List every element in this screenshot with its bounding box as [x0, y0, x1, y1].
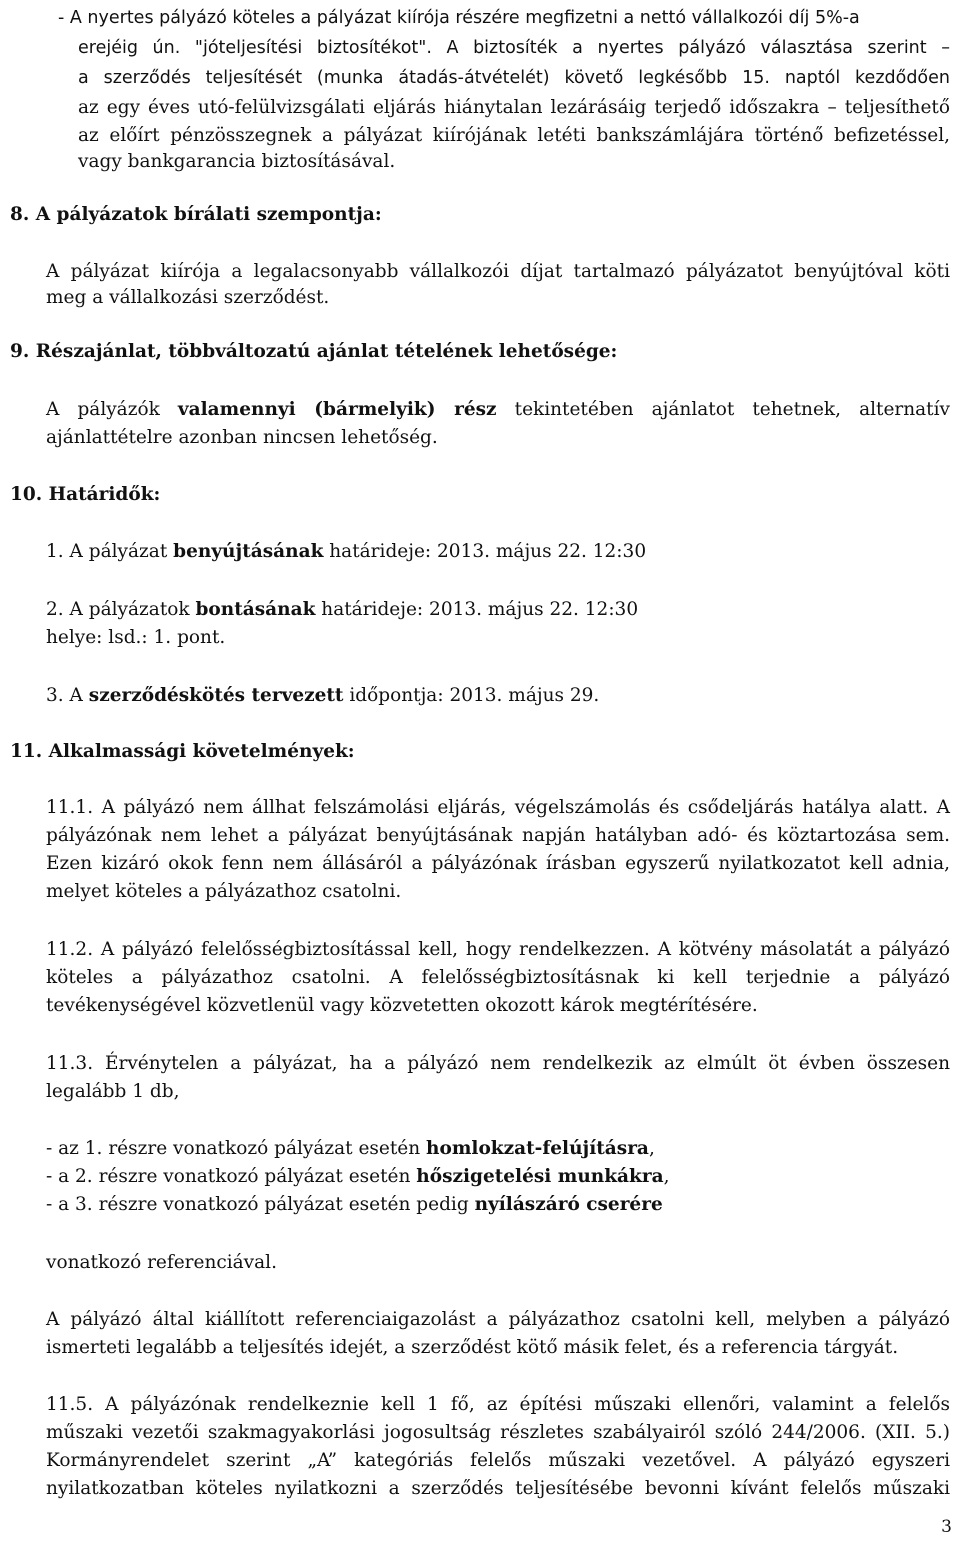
reference-line: vonatkozó referenciával. [46, 1252, 277, 1273]
bold-run: homlokzat-felújításra [426, 1138, 649, 1159]
list-item [46, 1193, 663, 1217]
intro-line-6: vagy bankgarancia biztosításával. [78, 151, 396, 172]
section-number: 9. [10, 341, 36, 362]
section-title: Részajánlat, többváltozatú ajánlat tételének lehetősége: [35, 341, 618, 362]
intro-line-3: a szerződés teljesítését (munka átadás-átvételét) követő legkésőbb 15. naptól kezdődően [78, 68, 950, 88]
section-title: A pályázatok bírálati szempontja: [35, 204, 382, 225]
text-run: , [663, 1166, 670, 1187]
section-number: 10. [10, 484, 49, 505]
section-9-line-1 [46, 398, 950, 422]
page-number: 3 [941, 1517, 952, 1537]
section-8-line-1: A pályázat kiírója a legalacsonyabb vállalkozói díjat tartalmazó pályázatot benyújtóval köti [46, 261, 950, 282]
deadline-2 [46, 598, 638, 622]
section-title: Határidők: [48, 484, 161, 505]
text-run: - a 2. részre vonatkozó pályázat esetén [46, 1166, 417, 1187]
text-run: , [648, 1138, 655, 1159]
p11-1-line-4: melyet köteles a pályázathoz csatolni. [46, 881, 402, 902]
bold-run: hőszigetelési munkákra [416, 1166, 664, 1187]
intro-line-4: az egy éves utó-felülvizsgálati eljárás hiánytalan lezárásáig terjedő időszakra – teljesíthető [78, 97, 950, 118]
p11-1-line-2: pályázónak nem lehet a pályázat benyújtásának napján hatályban adó- és köztartozása sem. [46, 825, 950, 846]
text-run: 1. A pályázat [46, 541, 174, 562]
list-item [46, 1137, 655, 1161]
section-8-line-2: meg a vállalkozási szerződést. [46, 287, 330, 308]
p11-5-line-3: Kormányrendelet szerint „A” kategóriás felelős műszaki vezetővel. A pályázó egyszeri [46, 1450, 950, 1471]
p11-3-line-1: 11.3. Érvénytelen a pályázat, ha a pályázó nem rendelkezik az elmúlt öt évben összesen [46, 1053, 950, 1074]
section-11-heading [10, 740, 355, 764]
section-9-line-2: ajánlattételre azonban nincsen lehetőség. [46, 427, 438, 448]
text-run: időpontja: 2013. május 29. [343, 685, 600, 706]
deadline-2-place: helye: lsd.: 1. pont. [46, 627, 226, 648]
p11-5-line-4: nyilatkozatban köteles nyilatkozni a szerződés teljesítésébe bevonni kívánt felelős műszaki [46, 1478, 950, 1499]
bold-run: nyílászáró cserére [474, 1194, 663, 1215]
intro-line-2: erejéig ún. "jóteljesítési biztosítékot". A biztosíték a nyertes pályázó választása szerint – [78, 38, 950, 58]
p11-5-line-2: műszaki vezetői szakmagyakorlási jogosultság részletes szabályairól szóló 244/2006. (XII. 5.) [46, 1422, 950, 1443]
text-run: 2. A pályázatok [46, 599, 196, 620]
section-title: Alkalmassági követelmények: [48, 741, 355, 762]
section-number: 8. [10, 204, 36, 225]
p11-3-line-2: legalább 1 db, [46, 1081, 180, 1102]
intro-line-1: - A nyertes pályázó köteles a pályázat kiírója részére megfizetni a nettó vállalkozói díj 5%-a [58, 8, 860, 28]
list-item [46, 1165, 669, 1189]
deadline-3 [46, 684, 599, 708]
text-run: A pályázók [46, 399, 178, 420]
text-run: - az 1. részre vonatkozó pályázat esetén [46, 1138, 427, 1159]
section-8-heading [10, 203, 382, 227]
bold-run: szerződéskötés tervezett [88, 685, 344, 706]
p11-1-line-3: Ezen kizáró okok fenn nem állásáról a pályázónak írásban egyszerű nyilatkozatot kell adnia, [46, 853, 950, 874]
p11-2-line-3: tevékenységével közvetlenül vagy közvetetten okozott károk megtérítésére. [46, 995, 758, 1016]
section-number: 11. [10, 741, 49, 762]
p11-2-line-2: köteles a pályázathoz csatolni. A felelősségbiztosításnak ki kell terjednie a pályázó [46, 967, 950, 988]
text-run: határideje: 2013. május 22. 12:30 [315, 599, 639, 620]
text-run: - a 3. részre vonatkozó pályázat esetén pedig [46, 1194, 475, 1215]
p11-2-line-1: 11.2. A pályázó felelősségbiztosítással kell, hogy rendelkezzen. A kötvény másolatát a pályázó [46, 939, 950, 960]
text-run: 3. A [46, 685, 89, 706]
p11-5-line-1: 11.5. A pályázónak rendelkeznie kell 1 fő, az építési műszaki ellenőri, valamint a felelős [46, 1394, 950, 1415]
text-run: tekintetében ajánlatot tehetnek, alternatív [496, 399, 950, 420]
section-10-heading [10, 483, 160, 507]
section-9-heading [10, 340, 617, 364]
text-run: határideje: 2013. május 22. 12:30 [323, 541, 647, 562]
p-ref-line-2: ismerteti legalább a teljesítés idejét, a szerződést kötő másik felet, és a referencia tárgyát. [46, 1337, 899, 1358]
intro-line-5: az előírt pénzösszegnek a pályázat kiírójának letéti bankszámlájára történő befizetéssel, [78, 125, 950, 146]
bold-run: valamennyi (bármelyik) rész [177, 399, 497, 420]
bold-run: benyújtásának [173, 541, 324, 562]
p11-1-line-1: 11.1. A pályázó nem állhat felszámolási eljárás, végelszámolás és csődeljárás hatálya alatt. A [46, 797, 950, 818]
bold-run: bontásának [195, 599, 316, 620]
deadline-1 [46, 540, 646, 564]
p-ref-line-1: A pályázó által kiállított referenciaigazolást a pályázathoz csatolni kell, melyben a pályázó [46, 1309, 950, 1330]
